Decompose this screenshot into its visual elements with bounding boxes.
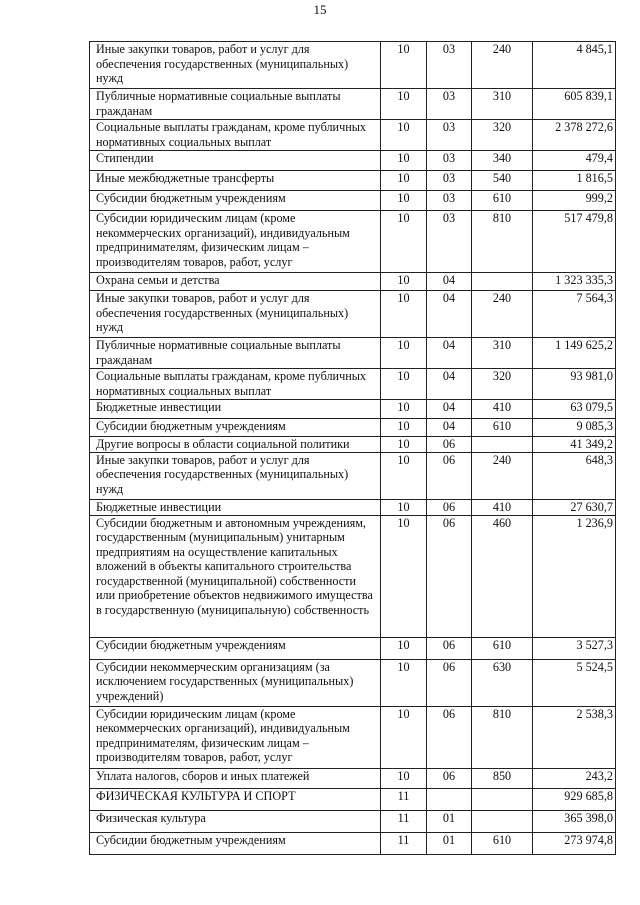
row-amount: 3 527,3: [533, 637, 616, 659]
row-subsection: 06: [427, 499, 472, 515]
row-section: 10: [381, 369, 427, 400]
row-subsection: 01: [427, 832, 472, 854]
table-row: [90, 706, 616, 768]
row-amount: 1 236,9: [533, 515, 616, 637]
table-row: [90, 452, 616, 499]
row-name: Публичные нормативные социальные выплаты гражданам: [90, 338, 381, 369]
table-row: [90, 171, 616, 191]
row-subsection: 03: [427, 120, 472, 151]
row-name: Иные закупки товаров, работ и услуг для обеспечения государственных (муниципальных) нужд: [90, 291, 381, 338]
row-section: 10: [381, 191, 427, 211]
row-amount: 648,3: [533, 452, 616, 499]
row-section: 10: [381, 706, 427, 768]
row-expense-type: 810: [472, 706, 533, 768]
row-name: Охрана семьи и детства: [90, 273, 381, 291]
row-subsection: 06: [427, 659, 472, 706]
row-expense-type: 410: [472, 400, 533, 419]
row-name: Субсидии некоммерческим организациям (за исключением государственных (муниципальных) учреждений): [90, 659, 381, 706]
table-row: [90, 832, 616, 854]
row-expense-type: 310: [472, 338, 533, 369]
row-subsection: 03: [427, 151, 472, 171]
row-section: 10: [381, 452, 427, 499]
row-section: 10: [381, 515, 427, 637]
row-subsection: 04: [427, 338, 472, 369]
row-expense-type: 610: [472, 191, 533, 211]
row-expense-type: [472, 273, 533, 291]
table-row: [90, 42, 616, 89]
table-row: [90, 437, 616, 453]
row-amount: 365 398,0: [533, 810, 616, 832]
page-number: 15: [313, 2, 327, 17]
row-expense-type: 540: [472, 171, 533, 191]
row-amount: 243,2: [533, 768, 616, 788]
row-name: Бюджетные инвестиции: [90, 499, 381, 515]
row-amount: 63 079,5: [533, 400, 616, 419]
row-name: Другие вопросы в области социальной политики: [90, 437, 381, 453]
row-amount: 1 816,5: [533, 171, 616, 191]
row-amount: 929 685,8: [533, 788, 616, 810]
row-section: 10: [381, 151, 427, 171]
row-section: 10: [381, 400, 427, 419]
row-amount: 273 974,8: [533, 832, 616, 854]
row-amount: 2 538,3: [533, 706, 616, 768]
table-row: [90, 499, 616, 515]
row-name: Субсидии юридическим лицам (кроме некоммерческих организаций), индивидуальным предпринимателям, физическим лицам – производителям товаров, работ, услуг: [90, 706, 381, 768]
row-subsection: 06: [427, 768, 472, 788]
table-row: [90, 788, 616, 810]
table-row: [90, 151, 616, 171]
row-expense-type: 810: [472, 211, 533, 273]
row-subsection: 04: [427, 400, 472, 419]
row-name: ФИЗИЧЕСКАЯ КУЛЬТУРА И СПОРТ: [90, 788, 381, 810]
row-subsection: 03: [427, 171, 472, 191]
row-name: Субсидии бюджетным и автономным учреждениям, государственным (муниципальным) унитарным предприятиям на осуществление капитальных вложений в объекты капитального строительства государственной (муниципальной) собственности или приобретение объектов недвижимого имущества в государственную (муниципальную) собственность: [90, 515, 381, 637]
row-amount: 4 845,1: [533, 42, 616, 89]
table-row: [90, 211, 616, 273]
row-subsection: 03: [427, 191, 472, 211]
row-amount: 5 524,5: [533, 659, 616, 706]
row-section: 10: [381, 120, 427, 151]
table-row: [90, 291, 616, 338]
row-subsection: 06: [427, 515, 472, 637]
table-row: [90, 810, 616, 832]
row-name: Субсидии бюджетным учреждениям: [90, 637, 381, 659]
row-subsection: 04: [427, 291, 472, 338]
row-section: 10: [381, 419, 427, 437]
table-row: [90, 338, 616, 369]
row-subsection: 03: [427, 42, 472, 89]
table-row: [90, 515, 616, 637]
row-name: Социальные выплаты гражданам, кроме публичных нормативных социальных выплат: [90, 369, 381, 400]
row-name: Субсидии бюджетным учреждениям: [90, 191, 381, 211]
row-section: 11: [381, 832, 427, 854]
row-expense-type: 610: [472, 637, 533, 659]
row-section: 10: [381, 291, 427, 338]
row-subsection: 04: [427, 273, 472, 291]
row-amount: 999,2: [533, 191, 616, 211]
row-name: Субсидии бюджетным учреждениям: [90, 832, 381, 854]
row-expense-type: 460: [472, 515, 533, 637]
row-expense-type: 320: [472, 369, 533, 400]
row-section: 10: [381, 499, 427, 515]
row-expense-type: 630: [472, 659, 533, 706]
table-row: [90, 419, 616, 437]
row-section: 10: [381, 338, 427, 369]
row-name: Субсидии бюджетным учреждениям: [90, 419, 381, 437]
row-expense-type: [472, 788, 533, 810]
row-name: Уплата налогов, сборов и иных платежей: [90, 768, 381, 788]
row-section: 10: [381, 437, 427, 453]
row-subsection: 06: [427, 437, 472, 453]
row-expense-type: 340: [472, 151, 533, 171]
row-section: 10: [381, 89, 427, 120]
row-amount: 2 378 272,6: [533, 120, 616, 151]
row-subsection: 04: [427, 419, 472, 437]
row-section: 10: [381, 637, 427, 659]
row-subsection: 06: [427, 637, 472, 659]
row-section: 10: [381, 273, 427, 291]
table-row: [90, 768, 616, 788]
row-name: Иные закупки товаров, работ и услуг для обеспечения государственных (муниципальных) нужд: [90, 452, 381, 499]
row-amount: 27 630,7: [533, 499, 616, 515]
row-section: 10: [381, 211, 427, 273]
row-amount: 1 323 335,3: [533, 273, 616, 291]
row-expense-type: 610: [472, 419, 533, 437]
row-name: Иные межбюджетные трансферты: [90, 171, 381, 191]
row-expense-type: 610: [472, 832, 533, 854]
row-name: Физическая культура: [90, 810, 381, 832]
row-expense-type: 310: [472, 89, 533, 120]
row-expense-type: 240: [472, 42, 533, 89]
row-expense-type: 410: [472, 499, 533, 515]
row-section: 10: [381, 768, 427, 788]
row-amount: 41 349,2: [533, 437, 616, 453]
row-amount: 605 839,1: [533, 89, 616, 120]
row-section: 10: [381, 171, 427, 191]
row-subsection: 04: [427, 369, 472, 400]
table-row: [90, 637, 616, 659]
row-name: Бюджетные инвестиции: [90, 400, 381, 419]
table-row: [90, 369, 616, 400]
row-expense-type: 240: [472, 291, 533, 338]
row-amount: 479,4: [533, 151, 616, 171]
row-subsection: [427, 788, 472, 810]
row-name: Иные закупки товаров, работ и услуг для обеспечения государственных (муниципальных) нужд: [90, 42, 381, 89]
row-expense-type: 320: [472, 120, 533, 151]
row-expense-type: 850: [472, 768, 533, 788]
row-section: 11: [381, 810, 427, 832]
row-section: 11: [381, 788, 427, 810]
row-amount: 1 149 625,2: [533, 338, 616, 369]
budget-table-body: [90, 42, 616, 855]
row-subsection: 06: [427, 706, 472, 768]
table-row: [90, 273, 616, 291]
budget-table: [89, 41, 616, 855]
row-amount: 9 085,3: [533, 419, 616, 437]
row-expense-type: [472, 810, 533, 832]
row-name: Стипендии: [90, 151, 381, 171]
row-name: Субсидии юридическим лицам (кроме некоммерческих организаций), индивидуальным предпринимателям, физическим лицам – производителям товаров, работ, услуг: [90, 211, 381, 273]
table-row: [90, 400, 616, 419]
row-expense-type: [472, 437, 533, 453]
row-name: Публичные нормативные социальные выплаты гражданам: [90, 89, 381, 120]
row-amount: 517 479,8: [533, 211, 616, 273]
row-name: Социальные выплаты гражданам, кроме публичных нормативных социальных выплат: [90, 120, 381, 151]
row-subsection: 06: [427, 452, 472, 499]
row-expense-type: 240: [472, 452, 533, 499]
row-section: 10: [381, 659, 427, 706]
row-amount: 93 981,0: [533, 369, 616, 400]
row-section: 10: [381, 42, 427, 89]
table-row: [90, 89, 616, 120]
table-row: [90, 659, 616, 706]
table-row: [90, 191, 616, 211]
row-subsection: 01: [427, 810, 472, 832]
row-subsection: 03: [427, 211, 472, 273]
table-row: [90, 120, 616, 151]
row-subsection: 03: [427, 89, 472, 120]
row-amount: 7 564,3: [533, 291, 616, 338]
